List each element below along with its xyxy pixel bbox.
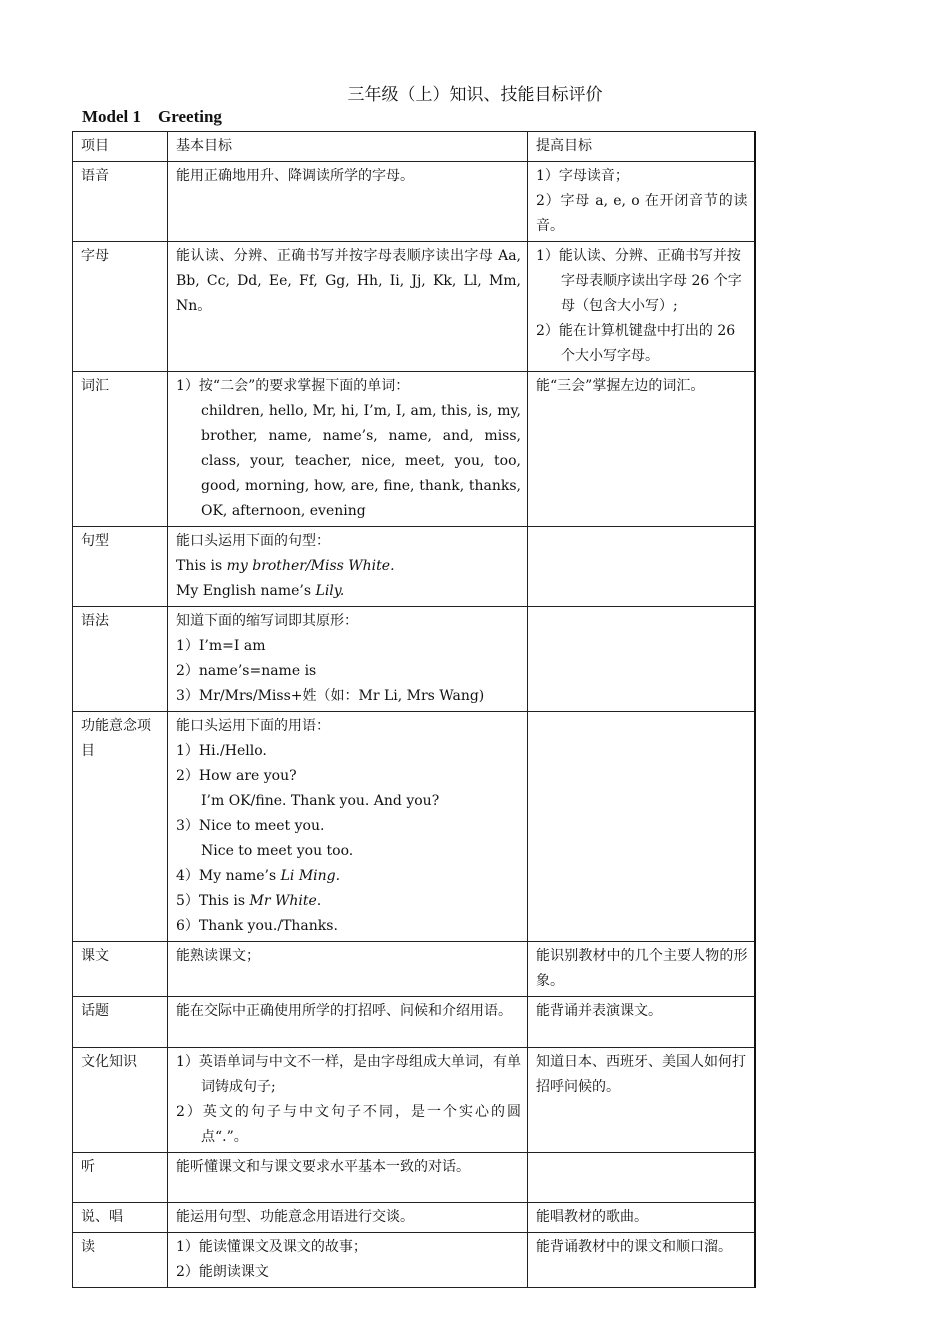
row-basic: 能在交际中正确使用所学的打招呼、问候和介绍用语。 — [168, 997, 528, 1048]
function-text: 4）My name’s — [176, 868, 281, 884]
function-item: 3）Nice to meet you. — [176, 818, 325, 834]
table-row — [73, 1233, 755, 1288]
table-row — [73, 1153, 755, 1203]
module-name: Greeting — [158, 107, 222, 126]
function-item: 1）Hi./Hello. — [176, 743, 267, 759]
row-item: 句型 — [73, 527, 168, 607]
row-item: 课文 — [73, 942, 168, 997]
advanced-line: 2）能在计算机键盘中打出的 26 个大小写字母。 — [536, 323, 736, 364]
row-advanced: 能唱教材的歌曲。 — [528, 1203, 755, 1233]
row-basic — [168, 712, 528, 942]
sentence-pattern — [176, 579, 521, 604]
function-item: 2）How are you? — [176, 768, 297, 784]
function-text: . — [316, 893, 322, 909]
row-basic: 能听懂课文和与课文要求水平基本一致的对话。 — [168, 1153, 528, 1203]
row-item: 功能意念项目 — [73, 712, 168, 942]
row-advanced: 能背诵教材中的课文和顺口溜。 — [528, 1233, 755, 1288]
row-item: 文化知识 — [73, 1048, 168, 1153]
culture-item: 1）英语单词与中文不一样，是由字母组成大单词，有单词铸成句子; — [176, 1054, 521, 1095]
table-row — [73, 527, 755, 607]
table-row — [73, 607, 755, 712]
table-row — [73, 712, 755, 942]
function-item: 6）Thank you./Thanks. — [176, 918, 338, 934]
table-row — [73, 997, 755, 1048]
grammar-item: 3）Mr/Mrs/Miss+姓（如：Mr Li, Mrs Wang) — [176, 688, 485, 704]
row-advanced: 能识别教材中的几个主要人物的形象。 — [528, 942, 755, 997]
sentence-text: My English name’s — [176, 583, 316, 599]
row-advanced — [528, 527, 755, 607]
module-heading — [82, 107, 222, 127]
sentence-italic: Lily. — [315, 583, 345, 599]
sentence-text: This is — [176, 558, 227, 574]
row-advanced — [528, 1153, 755, 1203]
function-italic: Li Ming. — [280, 868, 341, 884]
sentence-pattern — [176, 554, 521, 579]
row-basic — [168, 607, 528, 712]
row-item: 词汇 — [73, 372, 168, 527]
function-intro: 能口头运用下面的用语： — [176, 718, 330, 734]
header-advanced: 提高目标 — [528, 132, 755, 162]
grammar-intro: 知道下面的缩写词即其原形： — [176, 613, 358, 629]
table-row — [73, 162, 755, 242]
header-row — [73, 132, 755, 162]
function-item — [176, 864, 521, 889]
row-advanced — [528, 162, 755, 242]
grammar-item: 2）name’s=name is — [176, 663, 317, 679]
row-basic — [168, 1233, 528, 1288]
row-item: 听 — [73, 1153, 168, 1203]
row-basic: 能熟读课文； — [168, 942, 528, 997]
row-basic — [168, 1048, 528, 1153]
sentence-intro: 能口头运用下面的句型： — [176, 533, 330, 549]
row-advanced — [528, 712, 755, 942]
page-title: 三年级（上）知识、技能目标评价 — [347, 85, 603, 105]
evaluation-table — [72, 131, 756, 1288]
table-row — [73, 372, 755, 527]
advanced-line: 1）能认读、分辨、正确书写并按字母表顺序读出字母 26 个字母（包含大小写）; — [536, 248, 742, 314]
row-item: 说、唱 — [73, 1203, 168, 1233]
module-label: Model 1 — [82, 107, 142, 126]
header-basic: 基本目标 — [168, 132, 528, 162]
row-item: 语音 — [73, 162, 168, 242]
reading-item: 1）能读懂课文及课文的故事； — [176, 1239, 367, 1255]
row-item: 字母 — [73, 242, 168, 372]
row-basic: 能运用句型、功能意念用语进行交谈。 — [168, 1203, 528, 1233]
function-item — [176, 889, 521, 914]
vocab-words: children, hello, Mr, hi, I’m, I, am, this, is, my, brother, name, name’s, name, and, miss, class, your, teacher, nice, meet, you, too, good, morning, how, are, fine, thank, thanks, OK, afternoon, evening — [201, 403, 521, 519]
advanced-line: 2）字母 a, e, o 在开闭音节的读音。 — [536, 193, 748, 234]
row-basic: 能认读、分辨、正确书写并按字母表顺序读出字母 Aa, Bb, Cc, Dd, Ee, Ff, Gg, Hh, Ii, Jj, Kk, Ll, Mm, Nn。 — [168, 242, 528, 372]
vocab-intro: 1）按“二会”的要求掌握下面的单词： — [176, 378, 410, 394]
row-advanced: 能背诵并表演课文。 — [528, 997, 755, 1048]
grammar-item: 1）I’m=I am — [176, 638, 266, 654]
header-item: 项目 — [73, 132, 168, 162]
row-item: 话题 — [73, 997, 168, 1048]
row-advanced: 能“三会”掌握左边的词汇。 — [528, 372, 755, 527]
sentence-italic: my brother/Miss White. — [226, 558, 395, 574]
advanced-line: 1）字母读音； — [536, 168, 629, 184]
reading-item: 2）能朗读课文 — [176, 1264, 269, 1280]
row-item: 读 — [73, 1233, 168, 1288]
table-row — [73, 1203, 755, 1233]
row-item: 语法 — [73, 607, 168, 712]
row-basic — [168, 527, 528, 607]
row-basic: 能用正确地用升、降调读所学的字母。 — [168, 162, 528, 242]
function-item: I’m OK/fine. Thank you. And you? — [201, 793, 440, 809]
table-row — [73, 242, 755, 372]
row-advanced — [528, 607, 755, 712]
function-item: Nice to meet you too. — [201, 843, 354, 859]
table-row — [73, 942, 755, 997]
culture-item: 2）英文的句子与中文句子不同，是一个实心的圆点“.”。 — [176, 1104, 521, 1145]
row-advanced — [528, 242, 755, 372]
row-basic — [168, 372, 528, 527]
function-italic: Mr White — [249, 893, 317, 909]
row-advanced: 知道日本、西班牙、美国人如何打招呼问候的。 — [528, 1048, 755, 1153]
function-text: 5）This is — [176, 893, 250, 909]
table-row — [73, 1048, 755, 1153]
